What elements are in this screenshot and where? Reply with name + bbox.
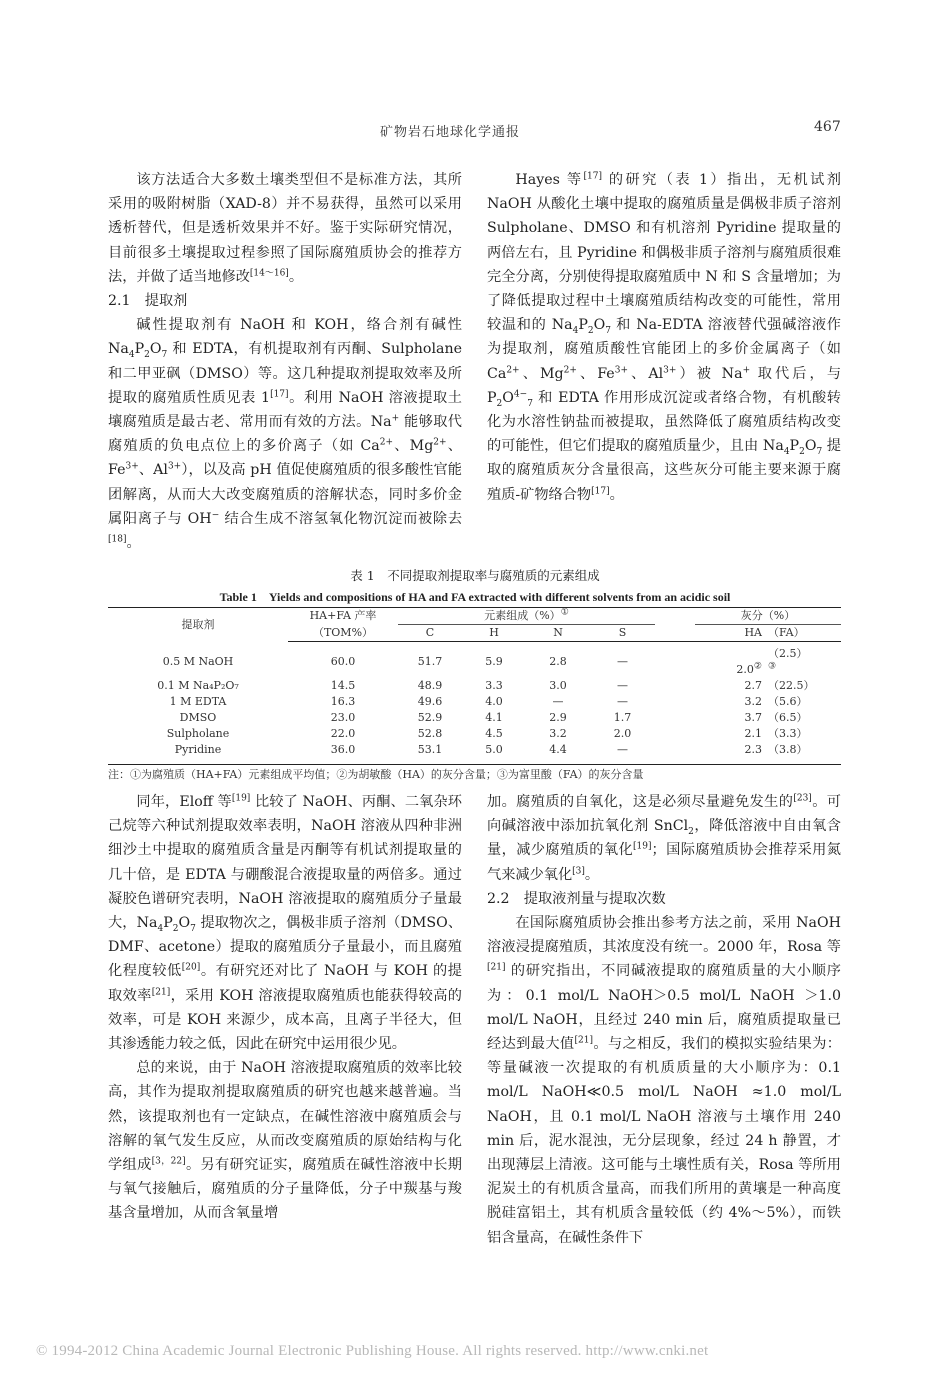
table-note: 注：①为腐殖质（HA+FA）元素组成平均值；②为胡敏酸（HA）的灰分含量；③为富里酸（FA）的灰分含量 bbox=[108, 768, 644, 781]
right-column-top bbox=[487, 168, 841, 507]
paragraph: 加。腐殖质的自氧化，这是必须尽量避免发生的[23]。可向碱溶液中添加抗氧化剂 SnCl$_2$，降低溶液中自由氧含量，减少腐殖质的氧化[19]；国际腐殖质协会推荐采用氮气来减少氧化[3]。 bbox=[487, 793, 841, 883]
table-row: 1 M EDTA 16.3 49.6 4.0 — — 3.2 （5.6） bbox=[169, 695, 808, 708]
table-row: DMSO 23.0 52.9 4.1 2.9 1.7 3.7 （6.5） bbox=[179, 711, 808, 724]
header-ash: 灰分（%） bbox=[695, 608, 841, 625]
paragraph: 碱性提取剂有 NaOH 和 KOH，络合剂有碱性 $Na_4P_2O_7$ 和 EDTA，有机提取剂有丙酮、Sulpholane 和二甲亚砜（DMSO）等。这几种提取剂提取效率及所提取的腐殖质性质见表 1[17]。利用 NaOH 溶液提取土壤腐殖质是最古老、常用而有效的方法。Na+ 能够取代腐殖质的负电点位上的多价离子（如 $Ca^{2+}$、$Mg^{2+}$、$Fe^{3+}$、$Al^{3+}$），以及高 pH 值促使腐殖质的很多酸性官能团解离，从而大大改变腐殖质的溶解状态，同时多价金属阳离子与 OH− 结合生成不溶氢氧化物沉淀而被除去[18]。 bbox=[108, 317, 463, 552]
journal-title: 矿物岩石地球化学通报 bbox=[380, 125, 521, 140]
paragraph: 在国际腐殖质协会推出参考方法之前，采用 NaOH 溶液浸提腐殖质，其浓度没有统一。2000 年，Rosa 等[21] 的研究指出，不同碱液提取的腐殖质量的大小顺序为：0.1 mol/L NaOH＞0.5 mol/L NaOH ＞1.0 mol/L NaOH，且经过 240 min 后，腐殖质提取量已经达到最大值[21]。与之相反，我们的模拟实验结果为：等量碱液一次提取的有机质质量的大小顺序为：0.1 mol/L NaOH≪0.5 mol/L NaOH ≈1.0 mol/L NaOH，且 0.1 mol/L NaOH 溶液与土壤作用 240 min 后，泥水混浊，无分层现象，经过 24 h 静置，才出现薄层上清液。这可能与土壤性质有关，Rosa 等所用泥炭土的有机质含量高，而我们所用的黄壤是一种高度脱硅富铝土，其有机质含量较低（约 4%～5%），而铁铝含量高，在碱性条件下 bbox=[487, 915, 841, 1246]
header-h: H bbox=[462, 625, 526, 642]
table-1 bbox=[108, 607, 841, 765]
table-row: 0.1 M Na₄P₂O₇ 14.5 48.9 3.3 3.0 — 2.7 （22.5） bbox=[157, 679, 815, 692]
header-solvent: 提取剂 bbox=[108, 608, 288, 642]
header-elements: 元素组成（%）① bbox=[398, 608, 655, 625]
left-column-bottom bbox=[108, 790, 462, 1226]
table-caption-en: Table 1 Yields and compositions of HA and FA extracted with different solvents from an acidic soil bbox=[219, 590, 731, 604]
section-heading-2-1: 2.1 提取剂 bbox=[108, 293, 188, 310]
header-ha-fa: HA （FA） bbox=[695, 625, 841, 642]
table-row: 0.5 M NaOH 60.0 51.7 5.9 2.8 — 2.0②（2.5）③ bbox=[162, 647, 808, 676]
paragraph: Hayes 等[17] 的研究（表 1）指出，无机试剂 NaOH 从酸化土壤中提取的腐殖质量是偶极非质子溶剂 Sulpholane、DMSO 和有机溶剂 Pyridine 提取量的两倍左右，且 Pyridine 和偶极非质子溶剂与腐殖质很难完全分离，分别使得提取腐殖质中 N 和 S 含量增加；为了降低提取过程中土壤腐殖质结构改变的可能性，常用较温和的 $Na_4P_2O_7$ 和 Na-EDTA 溶液替代强碱溶液作为提取剂，腐殖质酸性官能团上的多价金属离子（如 $Ca^{2+}$、$Mg^{2+}$、$Fe^{3+}$、$Al^{3+}$）被 Na+ 取代后，与 $P_2O^{4-}_7$ 和 EDTA 作用形成沉淀或者络合物，有机酸转化为水溶性钠盐而被提取，虽然降低了腐殖质结构改变的可能性，但它们提取的腐殖质量少，且由 $Na_4P_2O_7$ 提取的腐殖质灰分含量很高，这些灰分可能主要来源于腐殖质-矿物络合物[17]。 bbox=[487, 171, 842, 503]
header-n: N bbox=[526, 625, 590, 642]
paragraph: 总的来说，由于 NaOH 溶液提取腐殖质的效率比较高，其作为提取剂提取腐殖质的研究也越来越普遍。当然，该提取剂也有一定缺点，在碱性溶液中腐殖质会与溶解的氧气发生反应，从而改变腐殖质的原始结构与化学组成[3，22]。另有研究证实，腐殖质在碱性溶液中长期与氧气接触后，腐殖质的分子量降低，分子中羰基与羧基含量增加，从而含氧量增 bbox=[108, 1060, 462, 1222]
paragraph: 同年，Eloff 等[19] 比较了 NaOH、丙酮、二氧杂环己烷等六种试剂提取效率表明，NaOH 溶液从四种非洲细沙土中提取的腐殖质含量是丙酮等有机试剂提取量的几十倍，是 EDTA 与硼酸混合液提取量的两倍多。通过凝胶色谱研究表明，NaOH 溶液提取的腐殖质分子量最大，$Na_4P_2O_7$ 提取物次之，偶极非质子溶剂（DMSO、DMF、acetone）提取的腐殖质分子量最小，而且腐殖化程度较低[20]。有研究还对比了 NaOH 与 KOH 的提取效率[21]，采用 KOH 溶液提取腐殖质也能获得较高的效率，可是 KOH 来源少，成本高，且离子半径大，但其渗透能力较之低，因此在研究中运用很少见。 bbox=[108, 793, 463, 1053]
right-column-bottom bbox=[487, 790, 841, 1250]
header-c: C bbox=[398, 625, 462, 642]
header-yield: HA+FA 产率 bbox=[288, 608, 398, 625]
header-yield-unit: （TOM%） bbox=[288, 625, 398, 642]
copyright-footer: © 1994-2012 China Academic Journal Electronic Publishing House. All rights reserved. http://www.cnki.net bbox=[36, 1343, 709, 1359]
table-row: Sulpholane 22.0 52.8 4.5 3.2 2.0 2.1 （3.3） bbox=[166, 727, 808, 740]
left-column-top bbox=[108, 168, 462, 555]
table-caption-cn: 表 1 不同提取剂提取率与腐殖质的元素组成 bbox=[350, 568, 600, 583]
section-heading-2-2: 2.2 提取液剂量与提取次数 bbox=[487, 890, 666, 907]
table-header-row-1 bbox=[108, 608, 841, 625]
paragraph: 该方法适合大多数土壤类型但不是标准方法，其所采用的吸附树脂（XAD-8）并不易获得，虽然可以采用透析替代，但是透析效果并不好。鉴于实际研究情况，目前很多土壤提取过程参照了国际腐殖质协会的推荐方法，并做了适当地修改[14～16]。 bbox=[108, 172, 462, 285]
header-s: S bbox=[590, 625, 655, 642]
page-number: 467 bbox=[814, 119, 841, 135]
table-row: Pyridine 36.0 53.1 5.0 4.4 — 2.3 （3.8） bbox=[108, 742, 841, 765]
